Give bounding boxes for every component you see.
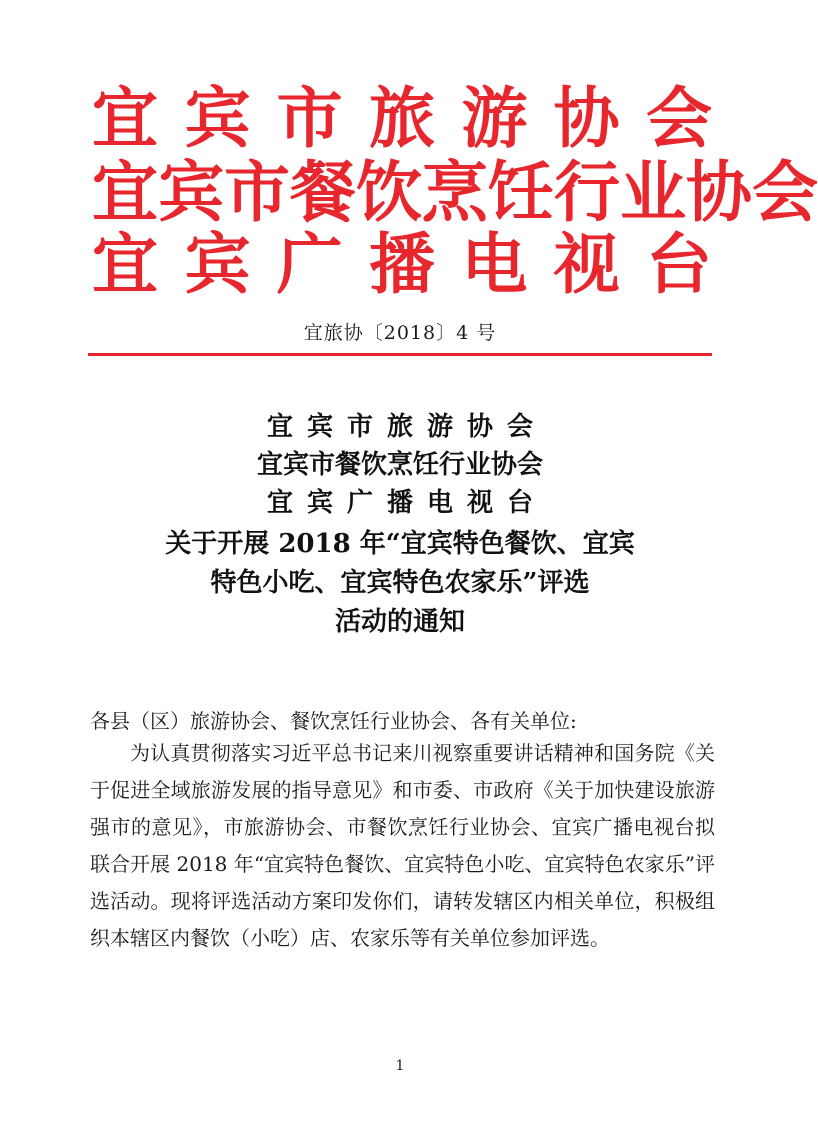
title-line-5: 特色小吃、宜宾特色农家乐”评选: [210, 568, 590, 598]
letterhead-char: 旅: [368, 80, 435, 157]
document-number: 宜旅协〔2018〕4 号: [303, 322, 497, 344]
letterhead-char: 饮: [356, 154, 422, 231]
letterhead-char: 广: [276, 226, 343, 303]
letterhead-char: 会: [645, 80, 712, 157]
letterhead-line-2: [92, 154, 818, 232]
letterhead-char: 饪: [488, 154, 554, 231]
letterhead-char: 烹: [422, 154, 488, 231]
letterhead-char: 餐: [290, 154, 356, 231]
red-divider: [88, 353, 712, 356]
title-line-2: 宜宾市餐饮烹饪行业协会: [256, 450, 543, 480]
title-line-6: 活动的通知: [334, 607, 465, 637]
letterhead-char: 宜: [92, 226, 158, 303]
title-line-1: 宜宾市旅游协会: [266, 412, 547, 442]
letterhead-char: 宾: [184, 80, 251, 157]
salutation: 各县（区）旅游协会、餐饮烹饪行业协会、各有关单位:: [90, 709, 577, 733]
letterhead-char: 协: [686, 154, 752, 231]
letterhead-char: 台: [645, 226, 712, 303]
letterhead-char: 电: [461, 226, 528, 303]
letterhead-char: 宜: [92, 154, 158, 231]
body-paragraph: 为认真贯彻落实习近平总书记来川视察重要讲话精神和国务院《关于促进全域旅游发展的指导意见》和市委、市政府《关于加快建设旅游强市的意见》，市旅游协会、市餐饮烹饪行业协会、宜宾广播电视台拟联合开展 2018 年“宜宾特色餐饮、宜宾特色小吃、宜宾特色农家乐”评选活动。现将评选活动方案印发你们，请转发辖区内相关单位，积极组织本辖区内餐饮（小吃）店、农家乐等有关单位参加评选。: [90, 741, 715, 950]
letterhead-char: 游: [461, 80, 528, 157]
title-line-3: 宜宾广播电视台: [266, 488, 547, 518]
letterhead-char: 协: [553, 80, 620, 157]
letterhead-char: 业: [620, 154, 686, 231]
letterhead-char: 会: [752, 154, 818, 231]
letterhead-char: 宜: [92, 80, 158, 157]
letterhead-line-1: [92, 80, 712, 158]
letterhead-char: 行: [554, 154, 620, 231]
page-number: 1: [395, 1058, 405, 1074]
letterhead-char: 播: [368, 226, 435, 303]
letterhead-char: 市: [224, 154, 290, 231]
title-line-4: 关于开展 2018 年“宜宾特色餐饮、宜宾: [165, 529, 635, 559]
letterhead-char: 宾: [158, 154, 224, 231]
letterhead-char: 视: [553, 226, 620, 303]
letterhead-line-3: [92, 226, 712, 304]
letterhead-char: 宾: [184, 226, 251, 303]
letterhead-char: 市: [276, 80, 343, 157]
